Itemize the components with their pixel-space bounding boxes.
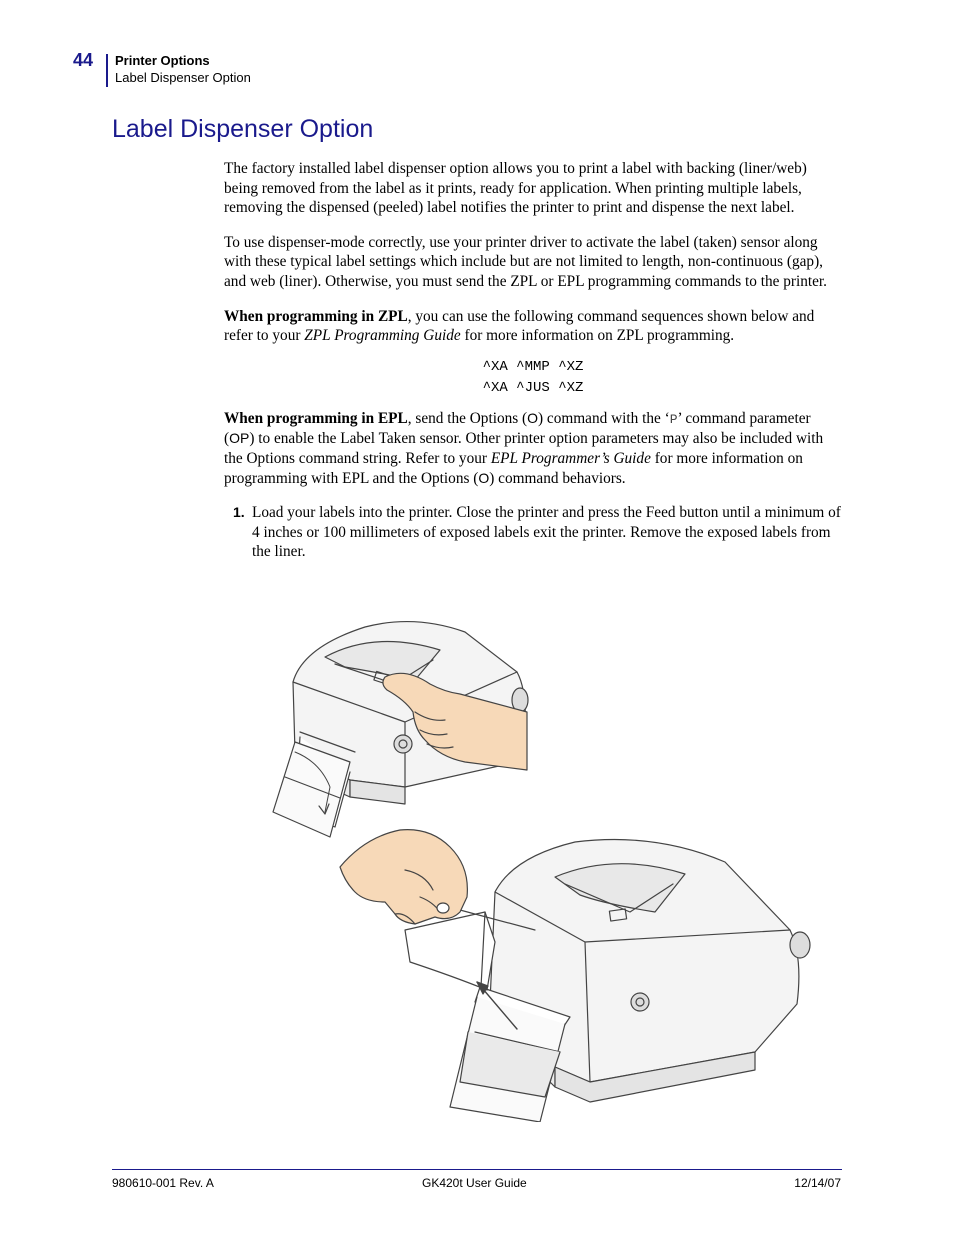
epl-o2: O xyxy=(478,469,490,486)
code-line-2: ^XA ^JUS ^XZ xyxy=(482,380,584,397)
epl-t6: ) command behaviors. xyxy=(489,469,626,487)
body-text xyxy=(224,159,842,577)
hand-holding-illustration xyxy=(340,830,467,924)
header-subsection: Label Dispenser Option xyxy=(115,70,251,85)
zpl-guide-title: ZPL Programming Guide xyxy=(304,327,461,345)
epl-t5: for more information on programming with EPL and the Options ( xyxy=(224,449,803,487)
code-line-1: ^XA ^MMP ^XZ xyxy=(482,358,584,375)
epl-op: OP xyxy=(229,430,250,447)
paragraph-dispenser-mode: To use dispenser-mode correctly, use your printer driver to activate the label (taken) sensor along with these typical label settings which include but are not limited to length, non-continuous (gap), and web (liner). Otherwise, you must send the ZPL or EPL programming commands to the printer. xyxy=(224,233,827,290)
epl-bold-lead: When programming in EPL xyxy=(224,409,408,427)
footer-divider xyxy=(112,1169,842,1170)
epl-t4: ) to enable the Label Taken sensor. Other printer option parameters may also be included with the Options command string. Refer to your xyxy=(224,430,824,467)
epl-o1: O xyxy=(527,409,539,426)
step-1 xyxy=(224,503,842,562)
step-1-number: 1. xyxy=(233,504,245,521)
paragraph-epl xyxy=(224,409,842,488)
printer-illustration xyxy=(255,612,815,1122)
epl-t1: , send the Options ( xyxy=(407,409,528,427)
paragraph-zpl xyxy=(224,307,842,346)
step-1-text: Load your labels into the printer. Close the printer and press the Feed button until a minimum of 4 inches or 100 millimeters of exposed labels exit the printer. Remove the exposed labels from the liner. xyxy=(252,504,841,561)
page-number: 44 xyxy=(73,50,94,70)
paragraph-intro: The factory installed label dispenser option allows you to print a label with backing (liner/web) being removed from the label as it prints, ready for application. When printing multiple labels, removing the dispensed (peeled) label notifies the printer to print and dispense the next label. xyxy=(224,160,807,217)
header-divider xyxy=(106,54,108,87)
epl-p-param: P xyxy=(669,411,678,427)
header-section: Printer Options xyxy=(115,53,210,68)
zpl-bold-lead: When programming in ZPL xyxy=(224,307,408,325)
footer-guide-title: GK420t User Guide xyxy=(422,1176,527,1190)
footer-doc-number: 980610-001 Rev. A xyxy=(112,1176,214,1190)
page-title: Label Dispenser Option xyxy=(112,115,374,143)
zpl-text-2: for more information on ZPL programming. xyxy=(460,327,735,345)
footer-date: 12/14/07 xyxy=(794,1176,841,1190)
code-block xyxy=(224,357,842,400)
epl-guide-title: EPL Programmer’s Guide xyxy=(490,449,651,467)
epl-t3: ’ command parameter ( xyxy=(224,409,811,448)
epl-t2: ) command with the ‘ xyxy=(538,409,670,427)
zpl-text-1: , you can use the following command sequences shown below and refer to your xyxy=(224,307,815,345)
